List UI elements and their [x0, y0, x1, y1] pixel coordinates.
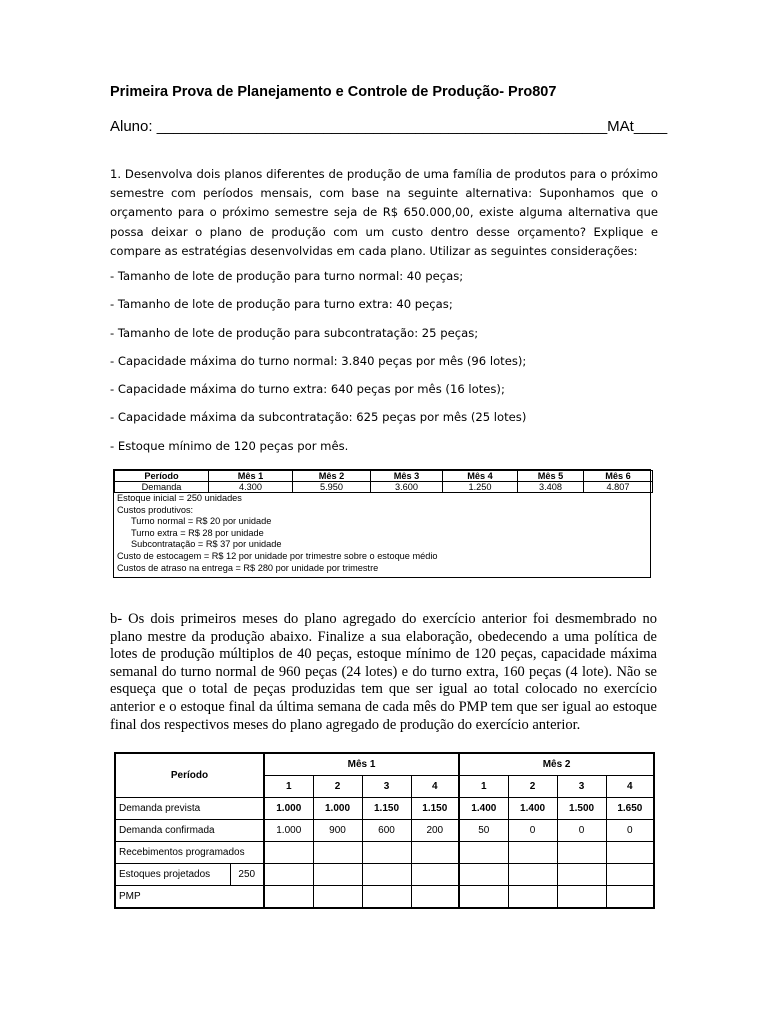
empty-cell — [313, 842, 362, 864]
note-line: Custos produtivos: — [117, 504, 194, 515]
question-b-text: b- Os dois primeiros meses do plano agregado do exercício anterior foi desmembrado no plano mestre da produção abaixo. Finalize a sua elaboração, obedecendo a uma política de lotes de produção múltiplos de 40 peças, estoque mínimo de 120 peças, capacidade máxima semanal do turno normal de 960 peças (24 lotes) e do turno extra, 160 peças (4 lote). Não se esqueça que o total de peças produzidas tem que ser igual ao total colocado no exercício anterior e o estoque final da última semana de cada mês do PMP tem que ser igual ao estoque final dos respectivos meses do plano agregado de produção do exercício anterior. — [110, 611, 657, 733]
demand-cell: Demanda — [115, 482, 209, 493]
header-cell: Mês 1 — [209, 471, 293, 482]
table-cell: 0 — [557, 820, 606, 842]
demand-row — [115, 482, 653, 493]
consideration-item: - Tamanho de lote de produção para turno extra: 40 peças; — [110, 297, 453, 312]
consideration-item: - Tamanho de lote de produção para turno normal: 40 peças; — [110, 269, 464, 283]
month-header: Mês 2 — [459, 753, 654, 776]
student-name-line: Aluno: ______________________________________________________MAt____ — [110, 118, 668, 135]
week-header: 2 — [313, 776, 362, 798]
table-cell: 50 — [459, 820, 508, 842]
empty-cell — [557, 842, 606, 864]
empty-cell — [411, 842, 459, 864]
demand-cell: 1.250 — [443, 482, 518, 493]
consideration-item: - Capacidade máxima da subcontratação: 625 peças por mês (25 lotes) — [110, 410, 527, 425]
header-cell: Mês 4 — [443, 471, 518, 482]
empty-cell — [362, 864, 411, 886]
header-cell: Período — [115, 471, 209, 482]
table-cell: 1.150 — [411, 798, 459, 820]
empty-cell — [557, 864, 606, 886]
row-recebimentos — [115, 842, 654, 864]
table-cell: 1.000 — [313, 798, 362, 820]
empty-cell — [264, 886, 313, 909]
table-cell: 1.500 — [557, 798, 606, 820]
empty-cell — [557, 886, 606, 909]
empty-cell — [362, 842, 411, 864]
empty-cell — [313, 886, 362, 909]
table-cell: 600 — [362, 820, 411, 842]
row-demanda-prevista — [115, 798, 654, 820]
question-1-text: 1. Desenvolva dois planos diferentes de produção de uma família de produtos para o próximo semestre com períodos mensais, com base na seguinte alternativa: Suponhamos que o orçamento para o próximo semestre seja de R$ 650.000,00, existe alguma alternativa que possa deixar o plano de produção com um custo dentro desse orçamento? Explique e compare as estratégias desenvolvidas em cada plano. Utilizar as seguintes considerações: — [110, 167, 658, 258]
table-cell: 1.650 — [606, 798, 654, 820]
demand-table-grid — [114, 470, 653, 493]
demand-cell: 3.600 — [371, 482, 443, 493]
empty-cell — [459, 886, 508, 909]
mps-header-months — [115, 753, 654, 776]
exam-title: Primeira Prova de Planejamento e Controle de Produção- Pro807 — [110, 84, 557, 100]
demand-cell: 5.950 — [293, 482, 371, 493]
empty-cell — [508, 842, 557, 864]
empty-cell — [606, 886, 654, 909]
consideration-item: - Capacidade máxima do turno normal: 3.840 peças por mês (96 lotes); — [110, 353, 527, 368]
week-header: 2 — [508, 776, 557, 798]
empty-cell — [606, 842, 654, 864]
table-cell: 0 — [508, 820, 557, 842]
header-cell: Mês 5 — [518, 471, 584, 482]
table-cell: 0 — [606, 820, 654, 842]
empty-cell — [313, 864, 362, 886]
demand-cell: 4.807 — [584, 482, 653, 493]
demand-table — [113, 469, 651, 578]
table-cell: 900 — [313, 820, 362, 842]
consideration-item: - Capacidade máxima do turno extra: 640 peças por mês (16 lotes); — [110, 382, 505, 397]
initial-stock-cell: 250 — [230, 864, 264, 886]
table-cell: 1.400 — [508, 798, 557, 820]
row-label: Estoques projetados — [115, 864, 230, 886]
empty-cell — [459, 842, 508, 864]
periodo-header: Período — [115, 753, 264, 798]
week-header: 1 — [459, 776, 508, 798]
header-cell: Mês 6 — [584, 471, 653, 482]
empty-cell — [362, 886, 411, 909]
demand-cell: 3.408 — [518, 482, 584, 493]
consideration-item: - Estoque mínimo de 120 peças por mês. — [110, 438, 349, 453]
empty-cell — [264, 864, 313, 886]
empty-cell — [508, 864, 557, 886]
note-line: Subcontratação = R$ 37 por unidade — [131, 539, 282, 550]
table-cell: 1.000 — [264, 820, 313, 842]
month-header: Mês 1 — [264, 753, 459, 776]
considerations-list — [110, 266, 526, 464]
week-header: 4 — [606, 776, 654, 798]
week-header: 1 — [264, 776, 313, 798]
note-line: Turno normal = R$ 20 por unidade — [131, 516, 272, 527]
cost-notes — [114, 493, 650, 574]
note-line: Turno extra = R$ 28 por unidade — [131, 527, 264, 538]
demand-cell: 4.300 — [209, 482, 293, 493]
table-cell: 1.150 — [362, 798, 411, 820]
empty-cell — [508, 886, 557, 909]
empty-cell — [411, 864, 459, 886]
table-cell: 1.000 — [264, 798, 313, 820]
row-label: PMP — [115, 886, 264, 909]
table-cell: 200 — [411, 820, 459, 842]
row-pmp — [115, 886, 654, 909]
consideration-item: - Tamanho de lote de produção para subcontratação: 25 peças; — [110, 325, 479, 340]
week-header: 4 — [411, 776, 459, 798]
note-line: Estoque inicial = 250 unidades — [117, 493, 242, 503]
header-cell: Mês 2 — [293, 471, 371, 482]
empty-cell — [459, 864, 508, 886]
header-cell: Mês 3 — [371, 471, 443, 482]
mps-table — [114, 752, 655, 909]
row-estoques — [115, 864, 654, 886]
row-label: Demanda confirmada — [115, 820, 264, 842]
table-cell: 1.400 — [459, 798, 508, 820]
row-label: Demanda prevista — [115, 798, 264, 820]
empty-cell — [606, 864, 654, 886]
row-demanda-confirmada — [115, 820, 654, 842]
demand-table-header — [115, 471, 653, 482]
empty-cell — [264, 842, 313, 864]
week-header: 3 — [362, 776, 411, 798]
row-label: Recebimentos programados — [115, 842, 264, 864]
note-line: Custos de atraso na entrega = R$ 280 por unidade por trimestre — [117, 562, 379, 573]
week-header: 3 — [557, 776, 606, 798]
note-line: Custo de estocagem = R$ 12 por unidade por trimestre sobre o estoque médio — [117, 550, 438, 561]
empty-cell — [411, 886, 459, 909]
